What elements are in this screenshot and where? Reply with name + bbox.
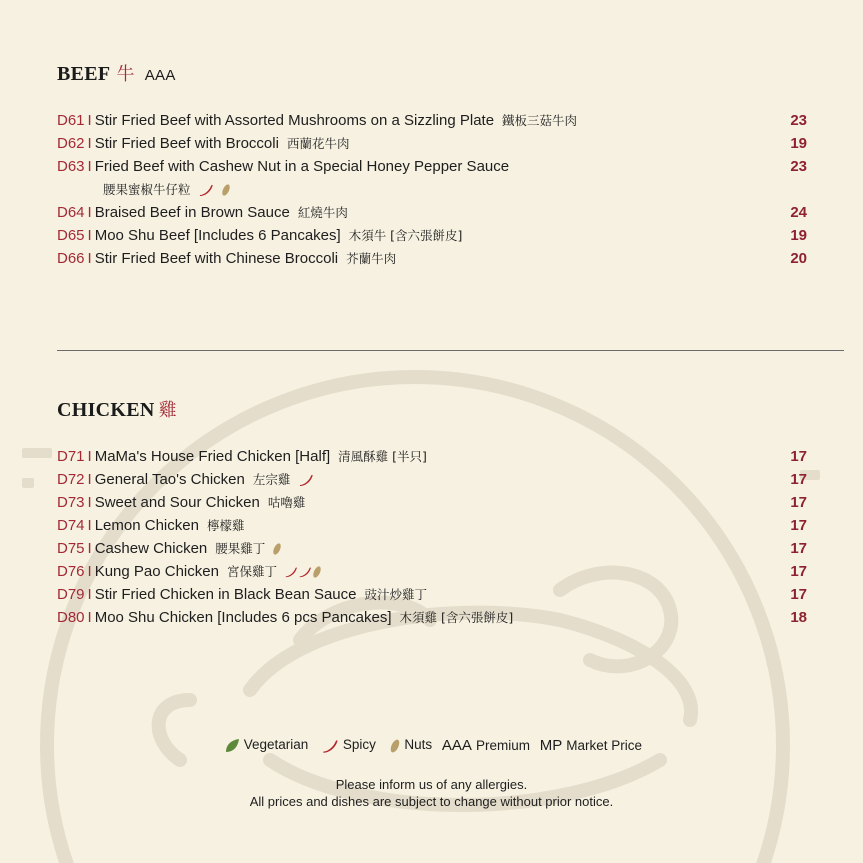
nut-icon: [312, 565, 322, 579]
legend-market-abbr: MP: [539, 737, 563, 754]
menu-item-d65: [57, 224, 807, 247]
item-name-zh: 咕嚕雞: [267, 495, 306, 510]
legend-vegetarian-label: Vegetarian: [243, 737, 309, 753]
item-name-zh: 木須雞 [含六張餅皮]: [399, 610, 514, 625]
item-separator: I: [87, 563, 92, 580]
item-price: 17: [790, 471, 807, 488]
premium-badge: AAA: [144, 67, 176, 84]
nut-icon: [272, 542, 282, 556]
item-name-zh: 紅燒牛肉: [297, 205, 348, 220]
item-code: D62: [57, 135, 85, 152]
legend-premium: [442, 737, 530, 754]
beef-title: BEEF: [57, 63, 111, 85]
legend-nuts-label: Nuts: [404, 737, 433, 753]
item-price: 17: [790, 494, 807, 511]
menu-item-d63-continued: [57, 178, 807, 201]
item-name: Sweet and Sour Chicken: [94, 494, 260, 511]
item-name-zh: 木須牛 [含六張餅皮]: [348, 228, 463, 243]
legend-spicy: [318, 737, 376, 753]
item-name: Moo Shu Chicken [Includes 6 pcs Pancakes]: [94, 609, 392, 626]
item-separator: I: [87, 112, 92, 129]
item-separator: I: [87, 135, 92, 152]
item-name-zh: 芥蘭牛肉: [346, 251, 397, 266]
menu-item-d73: [57, 491, 807, 514]
legend-premium-label: Premium: [475, 738, 530, 753]
menu-item-d76: [57, 560, 807, 583]
item-code: D71: [57, 448, 85, 465]
item-code: D75: [57, 540, 85, 557]
item-name-zh: 腰果蜜椒牛仔粒: [103, 182, 191, 197]
chili-icon: [321, 738, 339, 754]
item-price: 23: [790, 112, 807, 129]
item-name-zh: 鐵板三菇牛肉: [502, 113, 578, 128]
item-name-zh: 豉汁炒雞丁: [364, 587, 428, 602]
nut-icon: [221, 183, 231, 197]
menu-item-d71: [57, 445, 807, 468]
legend-spicy-label: Spicy: [342, 737, 376, 753]
item-name: Kung Pao Chicken: [94, 563, 219, 580]
item-code: D73: [57, 494, 85, 511]
item-name: Stir Fried Chicken in Black Bean Sauce: [94, 586, 357, 603]
chicken-title: CHICKEN: [57, 399, 155, 421]
item-name: General Tao's Chicken: [94, 471, 245, 488]
item-price: 17: [790, 586, 807, 603]
item-name: Stir Fried Beef with Assorted Mushrooms on a Sizzling Plate: [94, 112, 495, 129]
item-price: 19: [790, 227, 807, 244]
item-separator: I: [87, 609, 92, 626]
legend-nuts: [386, 737, 433, 753]
item-name-zh: 檸檬雞: [206, 518, 245, 533]
item-code: D74: [57, 517, 85, 534]
chicken-title-zh: 雞: [158, 400, 177, 421]
item-name: Fried Beef with Cashew Nut in a Special Honey Pepper Sauce: [94, 158, 510, 175]
item-code: D76: [57, 563, 85, 580]
menu-item-d72: [57, 468, 807, 491]
item-name-zh: 宮保雞丁: [226, 564, 277, 579]
item-name-zh: 左宗雞: [252, 472, 291, 487]
item-name-zh: 清風酥雞 [半只]: [338, 449, 427, 464]
nut-icon: [389, 738, 401, 754]
chili-icon: [298, 473, 314, 487]
menu-item-d80: [57, 606, 807, 629]
item-separator: I: [87, 448, 92, 465]
item-separator: I: [87, 158, 92, 175]
item-code: D79: [57, 586, 85, 603]
item-price: 18: [790, 609, 807, 626]
menu-item-d62: [57, 132, 807, 155]
menu-item-d74: [57, 514, 807, 537]
item-code: D64: [57, 204, 85, 221]
beef-title-zh: 牛: [116, 64, 135, 85]
menu-item-d79: [57, 583, 807, 606]
chicken-menu-list: [57, 445, 807, 629]
leaf-icon: [224, 738, 240, 754]
menu-item-d64: [57, 201, 807, 224]
chili-icon: [198, 183, 214, 197]
item-separator: I: [87, 204, 92, 221]
item-price: 23: [790, 158, 807, 175]
chili-icon: [298, 565, 312, 579]
menu-item-d61: [57, 109, 807, 132]
price-change-note: All prices and dishes are subject to change without prior notice.: [249, 794, 614, 809]
footer-notes: [0, 776, 863, 810]
allergy-note: Please inform us of any allergies.: [335, 777, 528, 792]
legend-premium-abbr: AAA: [441, 737, 472, 754]
dietary-legend: [0, 737, 863, 754]
item-separator: I: [87, 227, 92, 244]
chicken-section-title: [57, 396, 177, 422]
item-name: Stir Fried Beef with Chinese Broccoli: [94, 250, 339, 267]
item-code: D80: [57, 609, 85, 626]
item-price: 20: [790, 250, 807, 267]
beef-menu-list: [57, 109, 807, 270]
beef-section-title: [57, 60, 176, 86]
legend-market-label: Market Price: [566, 738, 642, 753]
item-separator: I: [87, 517, 92, 534]
item-price: 19: [790, 135, 807, 152]
item-code: D66: [57, 250, 85, 267]
item-name: Cashew Chicken: [94, 540, 208, 557]
item-code: D61: [57, 112, 85, 129]
item-name: MaMa's House Fried Chicken [Half]: [94, 448, 331, 465]
legend-vegetarian: [221, 737, 308, 753]
item-name: Lemon Chicken: [94, 517, 199, 534]
item-price: 24: [790, 204, 807, 221]
item-separator: I: [87, 471, 92, 488]
item-name: Moo Shu Beef [Includes 6 Pancakes]: [94, 227, 341, 244]
item-code: D63: [57, 158, 85, 175]
chili-icon: [284, 565, 298, 579]
item-name-zh: 腰果雞丁: [215, 541, 266, 556]
menu-item-d75: [57, 537, 807, 560]
item-name: Stir Fried Beef with Broccoli: [94, 135, 279, 152]
menu-item-d63: [57, 155, 807, 178]
item-separator: I: [87, 250, 92, 267]
item-separator: I: [87, 540, 92, 557]
item-separator: I: [87, 586, 92, 603]
item-price: 17: [790, 563, 807, 580]
section-divider: [57, 350, 844, 351]
item-code: D65: [57, 227, 85, 244]
item-name-zh: 西蘭花牛肉: [286, 136, 350, 151]
item-separator: I: [87, 494, 92, 511]
item-price: 17: [790, 540, 807, 557]
menu-item-d66: [57, 247, 807, 270]
item-price: 17: [790, 448, 807, 465]
item-name: Braised Beef in Brown Sauce: [94, 204, 290, 221]
item-code: D72: [57, 471, 85, 488]
item-price: 17: [790, 517, 807, 534]
legend-market-price: [540, 737, 642, 754]
